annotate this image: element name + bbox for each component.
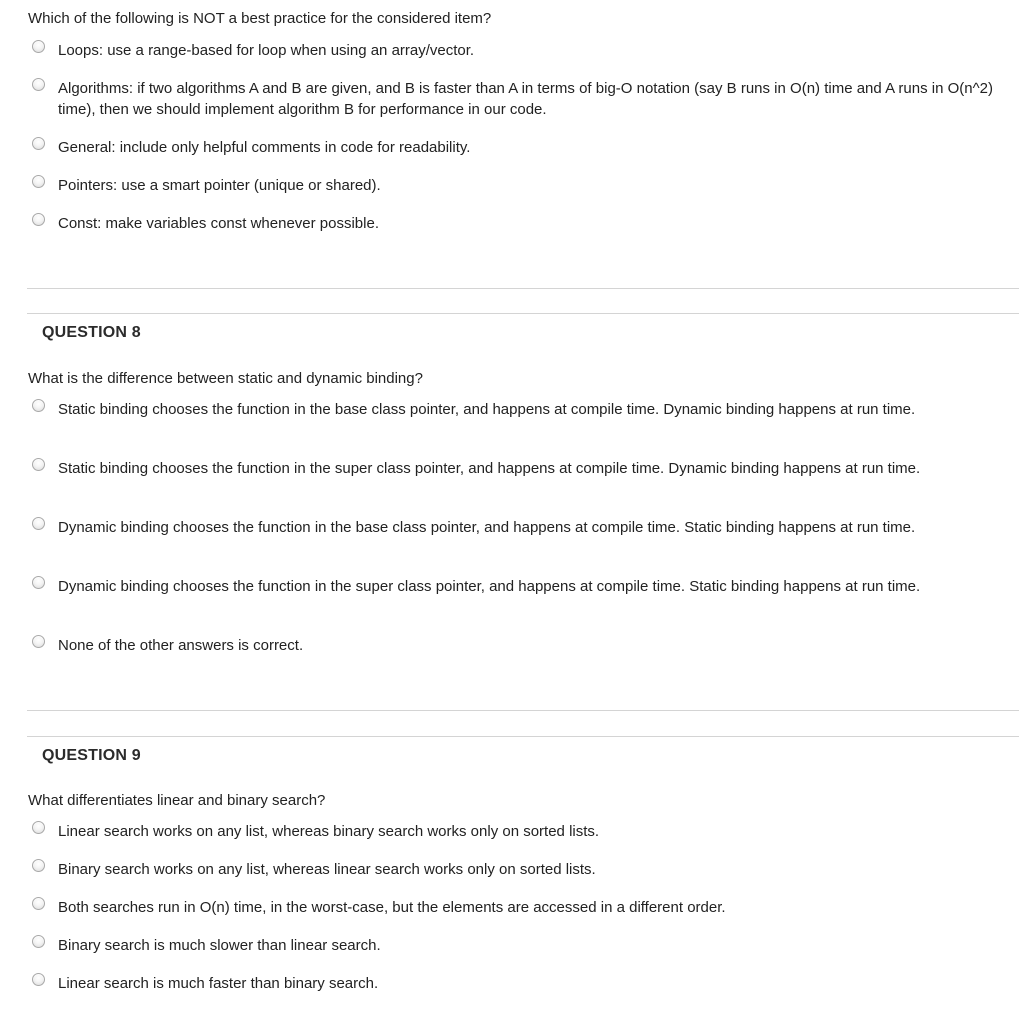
- option-label: Static binding chooses the function in the base class pointer, and happens at compile time. Dynamic binding happens at run time.: [58, 401, 916, 418]
- radio-button[interactable]: [32, 973, 45, 986]
- option-label: Loops: use a range-based for loop when using an array/vector.: [58, 42, 475, 59]
- radio-button[interactable]: [32, 897, 45, 910]
- radio-button[interactable]: [32, 175, 45, 188]
- option-label: Binary search works on any list, whereas linear search works only on sorted lists.: [58, 861, 596, 878]
- radio-button[interactable]: [32, 635, 45, 648]
- radio-button[interactable]: [32, 78, 45, 91]
- radio-button[interactable]: [32, 213, 45, 226]
- radio-button[interactable]: [32, 399, 45, 412]
- option-label: General: include only helpful comments in code for readability.: [58, 139, 471, 156]
- option-label: Algorithms: if two algorithms A and B are given, and B is faster than A in terms of big-O notation (say B runs in O(n) time and A runs in O(n^2) time), then we should implement algorithm B for performance in our code.: [58, 80, 993, 118]
- radio-button[interactable]: [32, 40, 45, 53]
- option-label: Binary search is much slower than linear search.: [58, 937, 381, 954]
- divider: [27, 313, 1019, 314]
- radio-button[interactable]: [32, 935, 45, 948]
- option-label: Pointers: use a smart pointer (unique or shared).: [58, 177, 381, 194]
- option-label: Linear search is much faster than binary search.: [58, 975, 379, 992]
- radio-button[interactable]: [32, 821, 45, 834]
- option-label: Dynamic binding chooses the function in the base class pointer, and happens at compile time. Static binding happens at run time.: [58, 519, 916, 536]
- question-7-prompt: Which of the following is NOT a best practice for the considered item?: [28, 10, 492, 27]
- question-9-prompt: What differentiates linear and binary search?: [28, 792, 326, 809]
- radio-button[interactable]: [32, 137, 45, 150]
- option-label: Linear search works on any list, whereas binary search works only on sorted lists.: [58, 823, 600, 840]
- divider: [27, 288, 1019, 289]
- question-8-title: QUESTION 8: [42, 324, 141, 341]
- option-label: None of the other answers is correct.: [58, 637, 304, 654]
- radio-button[interactable]: [32, 859, 45, 872]
- radio-button[interactable]: [32, 517, 45, 530]
- radio-button[interactable]: [32, 458, 45, 471]
- radio-button[interactable]: [32, 576, 45, 589]
- option-label: Dynamic binding chooses the function in the super class pointer, and happens at compile time. Static binding happens at run time.: [58, 578, 921, 595]
- option-label: Both searches run in O(n) time, in the worst-case, but the elements are accessed in a different order.: [58, 899, 726, 916]
- divider: [27, 736, 1019, 737]
- question-9-title: QUESTION 9: [42, 747, 141, 764]
- divider: [27, 710, 1019, 711]
- option-label: Static binding chooses the function in the super class pointer, and happens at compile time. Dynamic binding happens at run time.: [58, 460, 921, 477]
- question-8-prompt: What is the difference between static and dynamic binding?: [28, 370, 423, 387]
- option-label: Const: make variables const whenever possible.: [58, 215, 379, 232]
